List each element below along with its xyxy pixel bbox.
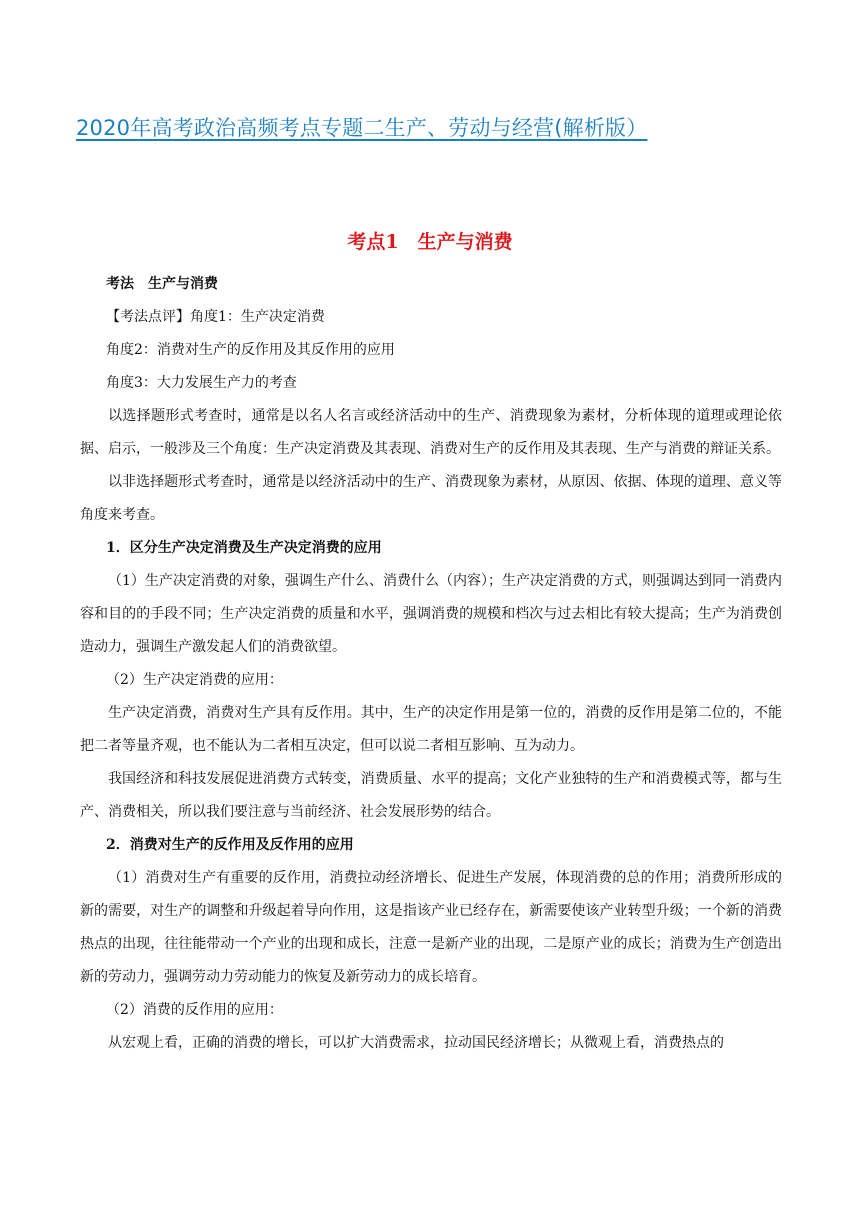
paragraph-1-4: 我国经济和科技发展促进消费方式转变，消费质量、水平的提高；文化产业独特的生产和消费模式等，都与生产、消费相关，所以我们要注意与当前经济、社会发展形势的结合。 xyxy=(80,771,782,820)
subheading-1: 1．区分生产决定消费及生产决定消费的应用 xyxy=(106,540,382,556)
paragraph-1-3: 生产决定消费，消费对生产具有反作用。其中，生产的决定作用是第一位的，消费的反作用是第二位的，不能把二者等量齐观，也不能认为二者相互决定，但可以说二者相互影响、互为动力。 xyxy=(80,705,782,754)
comment-angle-1: 【考法点评】角度1：生产决定消费 xyxy=(106,309,325,325)
paragraph-nonchoice-questions: 以非选择题形式考查时，通常是以经济活动中的生产、消费现象为素材，从原因、依据、体现的道理、意义等角度来考查。 xyxy=(80,474,782,523)
method-title: 考法 生产与消费 xyxy=(106,276,218,292)
angle-2: 角度2：消费对生产的反作用及其反作用的应用 xyxy=(106,342,395,358)
paragraph-2-2: （2）消费的反作用的应用： xyxy=(106,1002,283,1018)
document-body xyxy=(80,268,782,1060)
angle-3: 角度3：大力发展生产力的考查 xyxy=(106,375,297,391)
paragraph-2-1: （1）消费对生产有重要的反作用，消费拉动经济增长、促进生产发展，体现消费的总的作用；消费所形成的新的需要，对生产的调整和升级起着导向作用，这是指该产业已经存在，新需要使该产业转型升级；一个新的消费热点的出现，往往能带动一个产业的出现和成长，注意一是新产业的出现，二是原产业的成长；消费为生产创造出新的劳动力，强调劳动力劳动能力的恢复及新劳动力的成长培育。 xyxy=(80,870,782,985)
paragraph-2-3: 从宏观上看，正确的消费的增长，可以扩大消费需求，拉动国民经济增长；从微观上看，消费热点的 xyxy=(108,1035,724,1051)
paragraph-choice-questions: 以选择题形式考查时，通常是以名人名言或经济活动中的生产、消费现象为素材，分析体现的道理或理论依据、启示，一般涉及三个角度：生产决定消费及其表现、消费对生产的反作用及其表现、生产与消费的辩证关系。 xyxy=(80,408,782,457)
paragraph-1-2: （2）生产决定消费的应用： xyxy=(106,672,283,688)
paragraph-1-1: （1）生产决定消费的对象，强调生产什么、消费什么（内容）；生产决定消费的方式，则强调达到同一消费内容和目的的手段不同；生产决定消费的质量和水平，强调消费的规模和档次与过去相比有较大提高；生产为消费创造动力，强调生产激发起人们的消费欲望。 xyxy=(80,573,782,655)
section-heading: 考点1 生产与消费 xyxy=(347,231,513,253)
document-title-link[interactable]: 2020年高考政治高频考点专题二生产、劳动与经营(解析版） xyxy=(76,116,648,140)
subheading-2: 2．消费对生产的反作用及反作用的应用 xyxy=(106,837,354,853)
